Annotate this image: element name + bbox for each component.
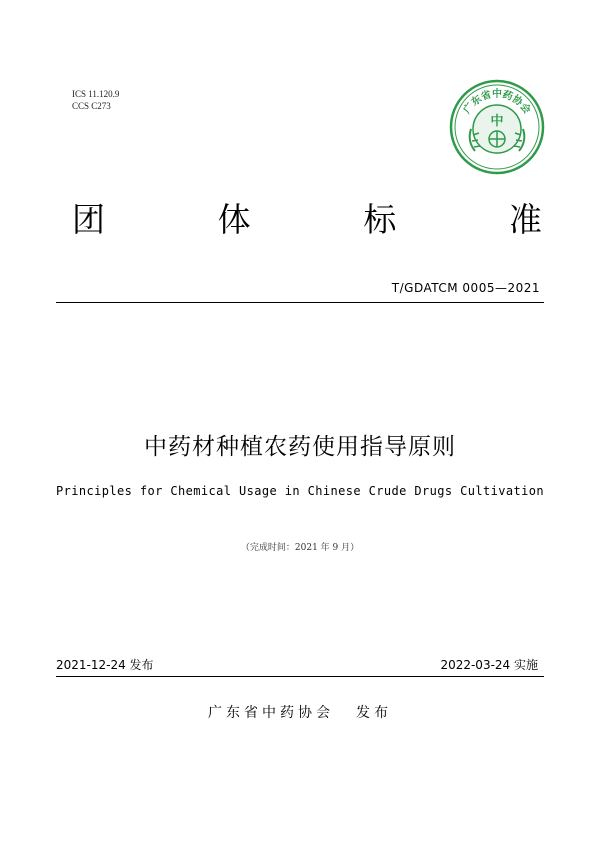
bottom-divider bbox=[56, 676, 544, 677]
association-seal-icon bbox=[449, 79, 545, 175]
standard-type-heading bbox=[72, 200, 542, 250]
publisher-action: 发布 bbox=[356, 705, 392, 721]
seal-center-text: 中 bbox=[490, 114, 504, 129]
implementation-date: 2022-03-24 实施 bbox=[440, 658, 538, 672]
classification-codes bbox=[72, 88, 119, 112]
standard-type-char: 标 bbox=[363, 200, 397, 239]
standard-code: T/GDATCM 0005—2021 bbox=[391, 281, 540, 295]
ccs-code: CCS C273 bbox=[72, 101, 111, 111]
completion-note: （完成时间：2021 年 9 月） bbox=[240, 543, 360, 553]
document-title-cn: 中药材种植农药使用指导原则 bbox=[144, 434, 456, 460]
document-title-en: Principles for Chemical Usage in Chinese Crude Drugs Cultivation bbox=[56, 484, 544, 498]
standard-type-char: 团 bbox=[72, 200, 105, 239]
publisher-line bbox=[0, 702, 600, 722]
standard-type-char: 准 bbox=[508, 200, 542, 239]
standard-type-char: 体 bbox=[217, 200, 251, 239]
issue-date: 2021-12-24 发布 bbox=[56, 658, 154, 672]
top-divider bbox=[56, 302, 544, 303]
seal-ring-text: 广东省中药协会 bbox=[461, 89, 533, 116]
ics-code: ICS 11.120.9 bbox=[72, 89, 120, 99]
publisher-name: 广东省中药协会 bbox=[208, 705, 334, 721]
